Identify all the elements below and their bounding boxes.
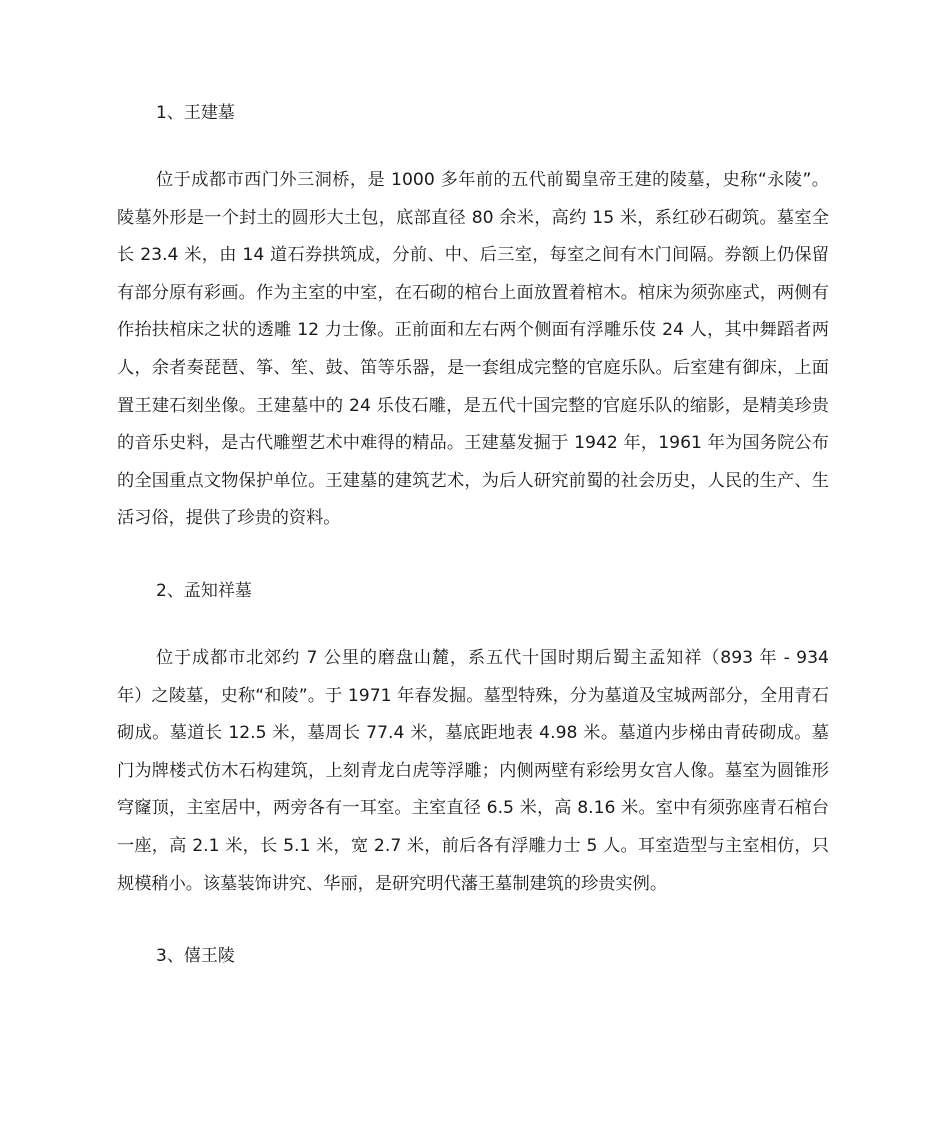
section-heading-meng-zhixiang-tomb: 2、孟知祥墓 [156,580,252,601]
spacer [117,903,829,939]
section-heading-wang-jian-tomb: 1、王建墓 [156,103,235,123]
section-paragraph-meng-zhixiang-tomb: 位于成都市北郊约 7 公里的磨盘山麓，系五代十国时期后蜀主孟知祥（893 年 - 934 年）之陵墓，史称“和陵”。于 1971 年春发掘。墓型特殊，分为墓道及宝城两部分，全用青石砌成。墓道长 12.5 米，墓周长 77.4 米，墓底距地表 4.98 米。墓道内步梯由青砖砌成。墓门为牌楼式仿木石构建筑，上刻青龙白虎等浮雕；内侧两壁有彩绘男女宫人像。墓室为圆锥形穹窿顶，主室居中，两旁各有一耳室。主室直径 6.5 米，高 8.16 米。室中有须弥座青石棺台一座，高 2.1 米，长 5.1 米，宽 2.7 米，前后各有浮雕力士 5 人。耳室造型与主室相仿，只规模稍小。该墓装饰讲究、华丽，是研究明代藩王墓制建筑的珍贵实例。 [117,647,829,894]
document-page [117,96,829,973]
spacer [117,130,829,162]
spacer [117,538,829,574]
spacer [117,608,829,640]
section-paragraph-wang-jian-tomb: 位于成都市西门外三洞桥，是 1000 多年前的五代前蜀皇帝王建的陵墓，史称“永陵”。陵墓外形是一个封土的圆形大土包，底部直径 80 余米，高约 15 米，系红砂石砌筑。墓室全长 23.4 米，由 14 道石券拱筑成，分前、中、后三室，每室之间有木门间隔。券额上仍保留有部分原有彩画。作为主室的中室，在石砌的棺台上面放置着棺木。棺床为须弥座式，两侧有作抬扶棺床之状的透雕 12 力士像。正前面和左右两个侧面有浮雕乐伎 24 人，其中舞蹈者两人，余者奏琵琶、筝、笙、鼓、笛等乐器，是一套组成完整的官庭乐队。后室建有御床，上面置王建石刻坐像。王建墓中的 24 乐伎石雕，是五代十国完整的官庭乐队的缩影，是精美珍贵的音乐史料，是古代雕塑艺术中难得的精品。王建墓发掘于 1942 年，1961 年为国务院公布的全国重点文物保护单位。王建墓的建筑艺术，为后人研究前蜀的社会历史，人民的生产、生活习俗，提供了珍贵的资料。 [117,170,829,529]
section-heading-xi-wang-mausoleum: 3、僖王陵 [156,946,235,967]
